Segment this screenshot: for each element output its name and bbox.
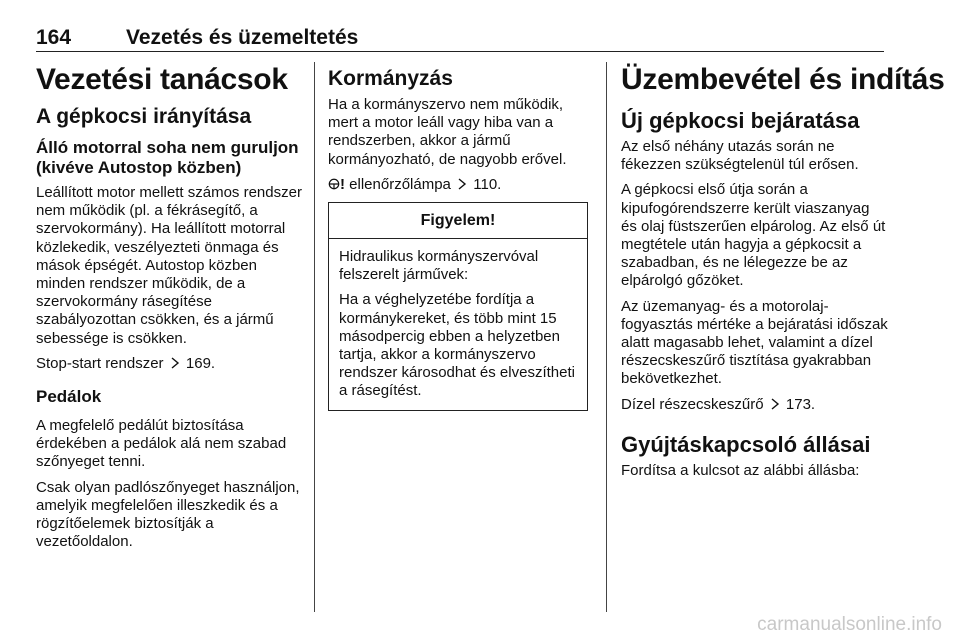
column-divider-right: [606, 62, 607, 612]
watermark: carmanualsonline.info: [757, 614, 942, 635]
paragraph: A gépkocsi első útja során a kipufogórendszerre került viaszanyag és olaj füstszerűen elpárolog. Az első út megtétele után hagyja a gépkocsit a szabadban, és ne lélegezze be az elpárolgó gőzöket.: [621, 181, 886, 290]
indicator-text: ellenőrzőlámpa: [349, 175, 451, 193]
page-reference-arrow-icon: [768, 397, 782, 411]
page-header: [36, 26, 884, 52]
steering-wheel-icon: [328, 178, 340, 190]
indicator-reference: [328, 176, 590, 194]
reference-page: 110.: [473, 175, 502, 193]
cross-reference: [621, 396, 889, 414]
paragraph: Az első néhány utazás során ne fékezzen szükségtelenül túl erősen.: [621, 138, 859, 174]
paragraph: Az üzemanyag- és a motorolaj-fogyasztás mértéke a bejáratási időszak alatt magasabb lehet, valamint a dízel részecskeszűrő tisztítása gyakrabban bekövetkezhet.: [621, 297, 888, 388]
cross-reference: [36, 355, 302, 373]
page-number: 164: [36, 26, 72, 49]
column-divider-left: [314, 62, 315, 612]
warning-title: Figyelem!: [329, 203, 587, 239]
paragraph: A megfelelő pedálút biztosítása érdekében a pedálok alá nem szabad szőnyeget tenni.: [36, 417, 287, 471]
column-right: [621, 62, 945, 487]
paragraph: Leállított motor mellett számos rendszer nem működik (pl. a fékrásegítő, a szervokormány). Ha leállított motorral közlekedik, veszélyezteti önmaga és mások épségét. Autostop közben minden rendszer működik, de a szervokormány rásegítése szabályozottan csökken, és a jármű sebessége is csökken.: [36, 184, 302, 347]
section-title: Új gépkocsi bejáratása: [621, 108, 860, 133]
warning-body: [329, 239, 587, 410]
warning-symbol: !: [340, 175, 345, 193]
paragraph: Csak olyan padlószőnyeget használjon, amelyik megfelelően illeszkedik és a rögzítőelemek biztosítják a vezetőoldalon.: [36, 478, 300, 551]
subsection-title: Álló motorral soha nem guruljon (kivéve Autostop közben): [36, 138, 299, 177]
paragraph: Ha a kormányszervo nem működik, mert a motor leáll vagy hiba van a rendszerben, akkor a jármű kormányozható, de nagyobb erővel.: [328, 96, 567, 168]
page-reference-arrow-icon: [168, 356, 182, 370]
warning-paragraph: Ha a véghelyzetébe fordítja a kormánykereket, és több mint 15 másodpercig ebben a helyzetben tartja, akkor a kormányszervo rendszer károsodhat és elveszítheti a rásegítést.: [339, 291, 575, 400]
section-title: A gépkocsi irányítása: [36, 105, 252, 128]
reference-page: 173.: [785, 395, 816, 413]
page-reference-arrow-icon: [455, 177, 469, 191]
section-title: Gyújtáskapcsoló állásai: [621, 431, 871, 457]
column-middle: [328, 62, 590, 411]
running-title: Vezetés és üzemeltetés: [126, 26, 359, 49]
column-left: [36, 62, 302, 558]
reference-page: 169.: [185, 354, 216, 372]
reference-text: Stop-start rendszer: [36, 354, 164, 372]
chapter-title: Vezetési tanácsok: [36, 63, 288, 96]
paragraph: Fordítsa a kulcsot az alábbi állásba:: [621, 461, 860, 479]
section-title: Kormányzás: [328, 67, 453, 90]
warning-box: [328, 202, 588, 411]
chapter-title: Üzembevétel és indítás: [621, 63, 945, 96]
reference-text: Dízel részecskeszűrő: [621, 395, 764, 413]
header-divider: [36, 51, 884, 52]
subsection-title: Pedálok: [36, 387, 102, 407]
warning-paragraph: Hidraulikus kormányszervóval felszerelt járművek:: [339, 248, 539, 284]
